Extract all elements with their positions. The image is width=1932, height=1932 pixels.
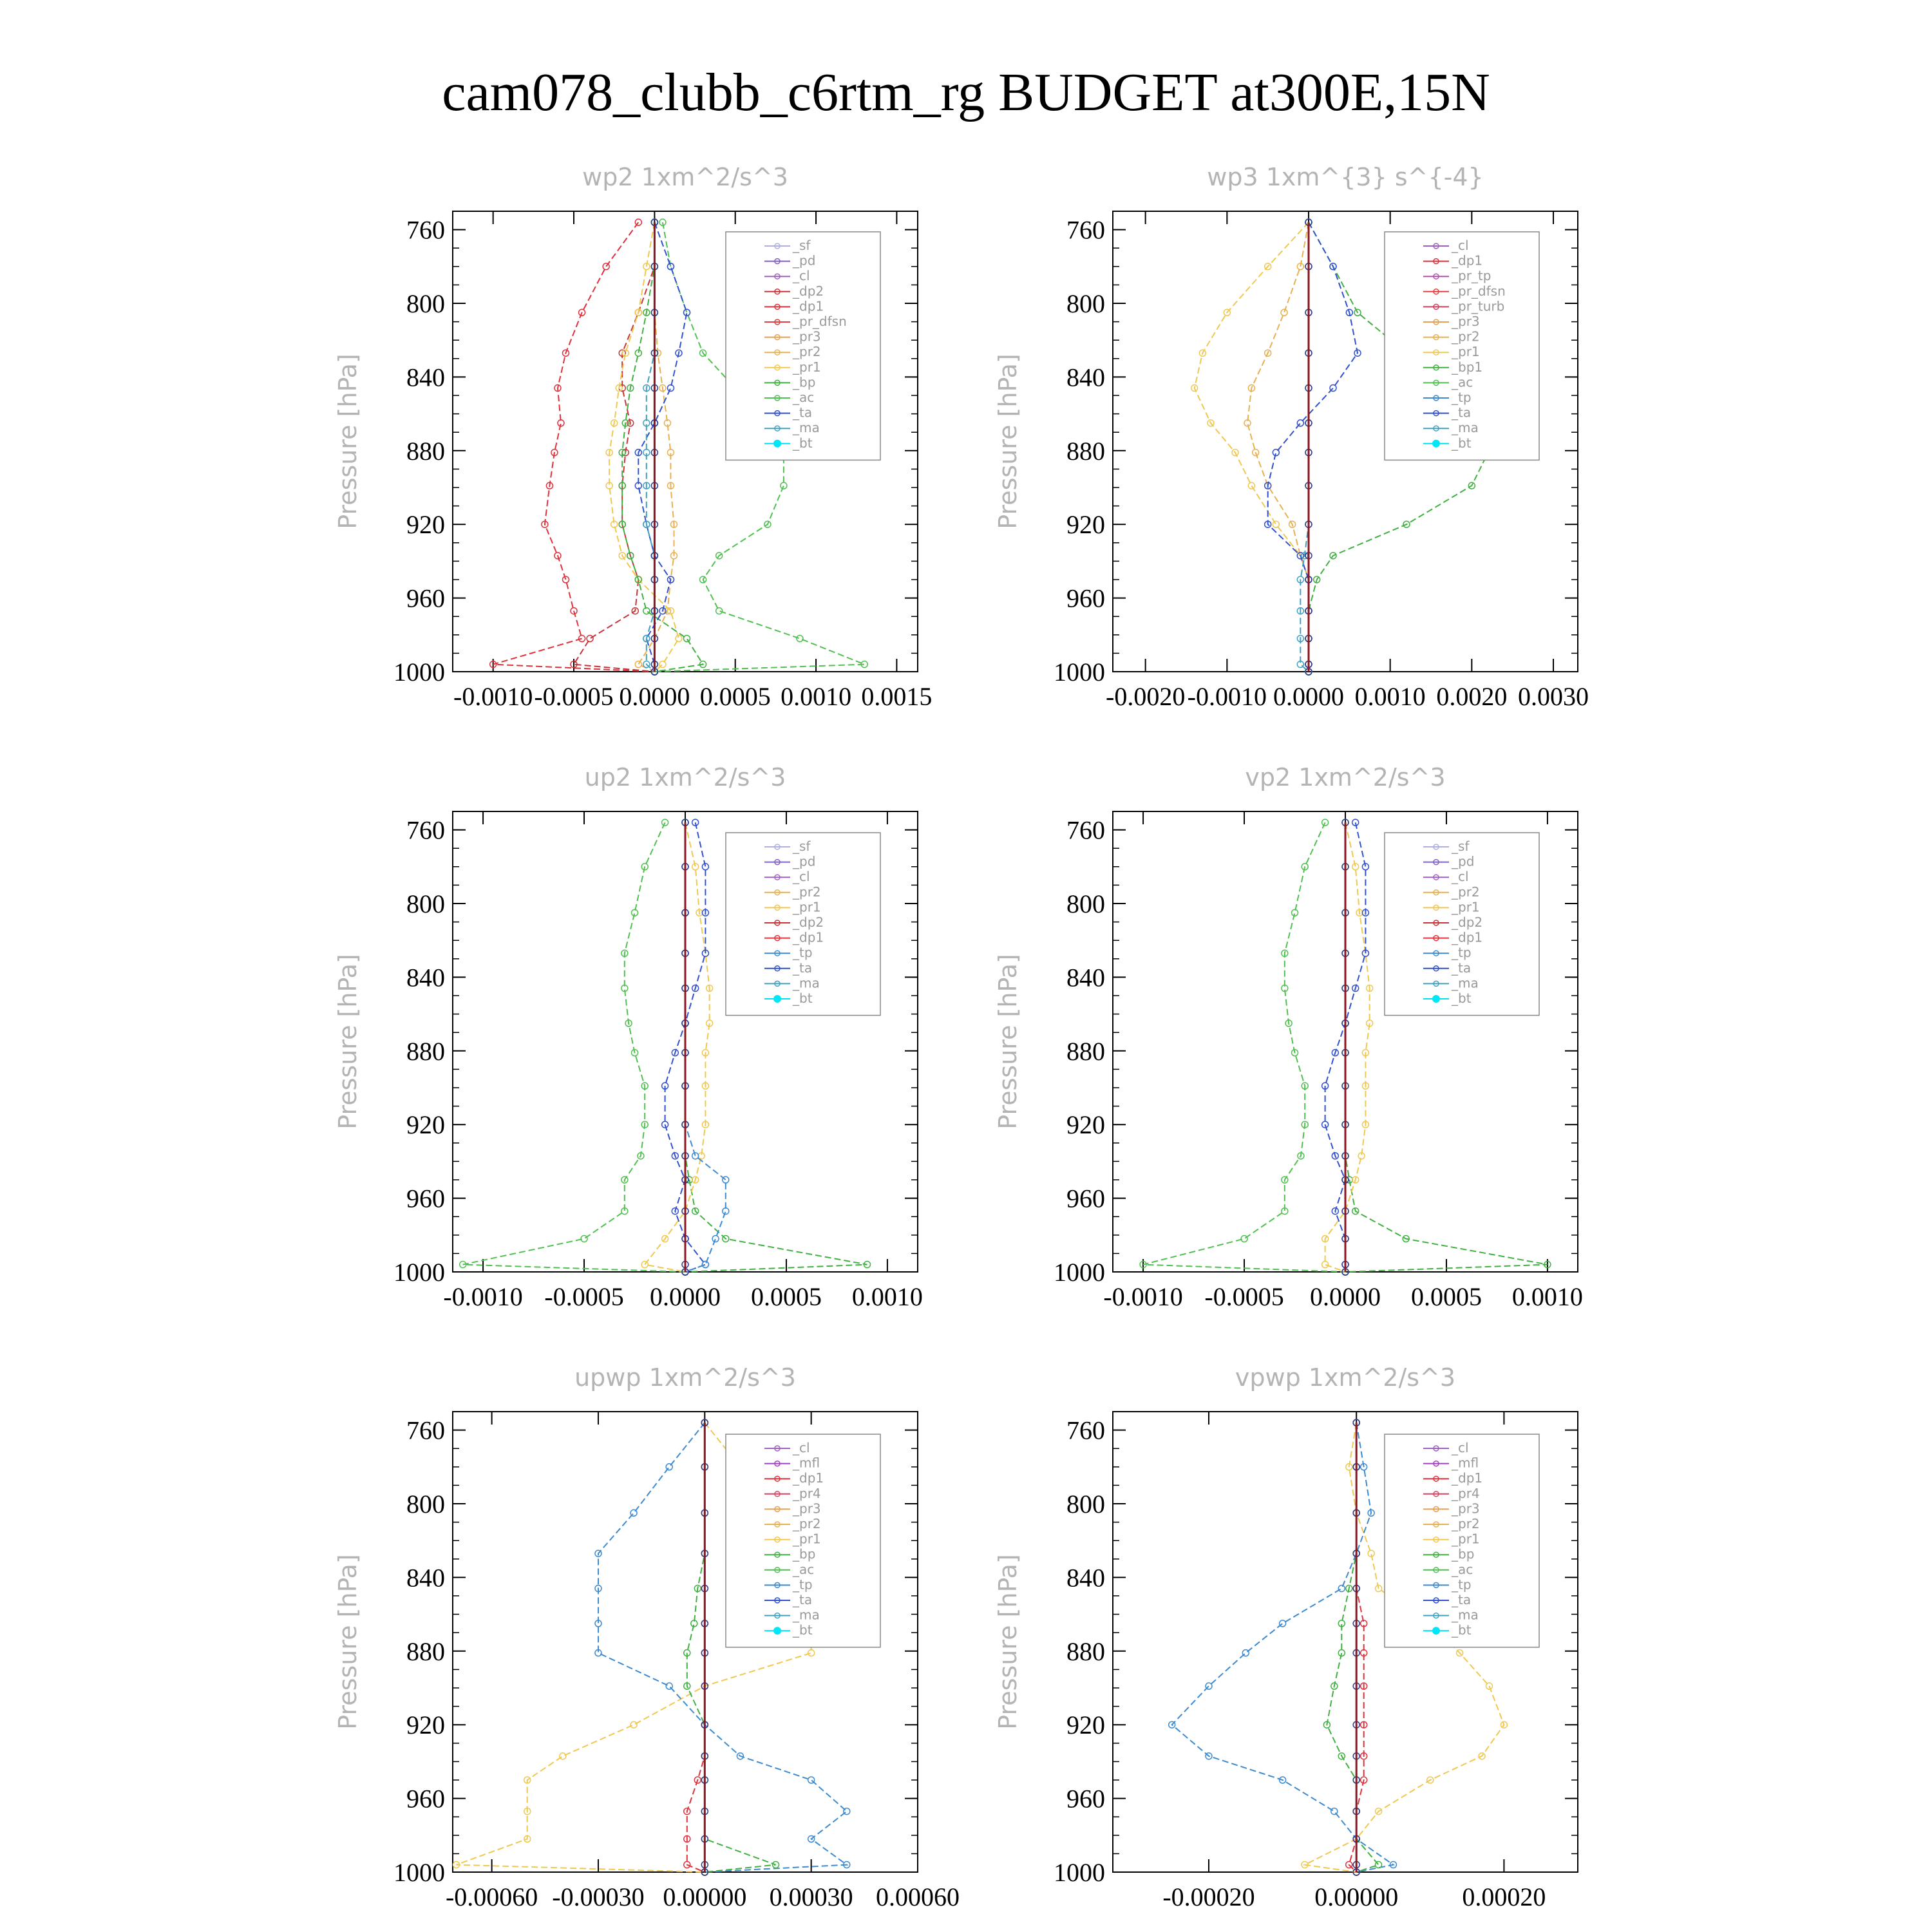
series-point [1297,420,1303,426]
x-tick-label: 0.0010 [1511,1282,1583,1311]
series-point [808,1650,815,1656]
x-tick-label: -0.0010 [1187,682,1267,711]
series-point [666,1464,672,1470]
legend-marker [773,440,781,448]
legend-label: _cl [793,1440,810,1455]
legend-label: _dp1 [1452,929,1483,945]
legend-label: _cl [1452,1440,1469,1455]
legend-label: _mfl [793,1455,820,1471]
legend-label: _pr_dfsn [1452,283,1506,299]
legend-label: _dp2 [793,283,824,299]
legend-label: _mfl [1452,1455,1479,1471]
x-tick-label: 0.0005 [1410,1282,1482,1311]
legend-label: _pd [793,252,816,269]
y-tick-label: 1000 [393,1258,445,1287]
series-point [635,219,641,225]
y-tick-label: 800 [1066,289,1105,318]
y-tick-label: 840 [406,963,445,992]
main-title: cam078_clubb_c6rtm_rg BUDGET at300E,15N [442,62,1490,122]
legend-label: _dp2 [793,914,824,930]
x-tick-label: -0.00030 [552,1882,645,1911]
y-tick-label: 840 [1066,1563,1105,1593]
y-tick-label: 880 [406,436,445,466]
x-tick-label: -0.0020 [1106,682,1186,711]
y-axis-label: Pressure [hPa] [994,1554,1022,1730]
series-line [638,222,674,672]
legend-label: _ta [1452,1592,1472,1607]
chart-panel-upwp [0,1288,966,1932]
legend-label: _pr1 [1452,344,1480,360]
chart-panel-vp2 [966,644,1932,1311]
y-axis-label: Pressure [hPa] [994,954,1022,1130]
legend-label: _pr1 [793,359,821,375]
legend-label: _pr2 [793,344,821,360]
y-tick-label: 880 [406,1036,445,1066]
series-point [641,1262,648,1268]
series-line [638,222,687,672]
x-tick-label: -0.00020 [1162,1882,1255,1911]
legend-label: _dp1 [793,1470,824,1486]
y-tick-label: 760 [1066,1416,1105,1445]
legend-label: _bp [1452,1546,1475,1562]
series-point [667,385,674,392]
x-tick-label: 0.0000 [650,1282,721,1311]
legend-label: _pr4 [793,1485,821,1501]
series-point [1273,521,1279,527]
legend-marker [1432,995,1440,1003]
series-point [666,1683,672,1689]
legend-label: _ta [793,404,813,421]
series-point [781,482,787,489]
y-axis-label: Pressure [hPa] [334,354,362,529]
y-tick-label: 1000 [1054,1858,1105,1887]
series-line [1300,222,1309,672]
legend-label: _ta [1452,960,1472,976]
legend-label: _pr3 [793,328,821,345]
y-tick-label: 920 [1066,1110,1105,1140]
series-point [1376,1862,1382,1868]
legend-label: _tp [793,1577,813,1593]
legend-label: _pr1 [793,1531,821,1547]
legend-label: _cl [1452,869,1469,885]
legend-label: _tp [793,945,813,961]
series-line [1247,222,1309,672]
series-point [702,1262,708,1268]
legend-label: _sf [793,838,811,854]
x-tick-label: 0.0010 [851,1282,923,1311]
y-tick-label: 1000 [393,1858,445,1887]
legend-label: _pr_dfsn [793,314,847,329]
y-axis-label: Pressure [hPa] [334,1554,362,1730]
y-tick-label: 760 [406,815,445,845]
y-tick-label: 960 [406,583,445,613]
legend-label: _dp2 [1452,914,1483,930]
y-tick-label: 760 [1066,815,1105,845]
legend-label: _pr1 [793,899,821,915]
legend-marker [773,995,781,1003]
legend-label: _bp1 [1452,359,1483,375]
series-point [684,636,690,642]
legend-label: _pr2 [793,884,821,900]
legend-label: _ac [1452,1561,1473,1577]
y-tick-label: 920 [1066,1710,1105,1740]
legend-label: _pr2 [1452,884,1480,900]
series-point [692,1153,699,1159]
legend-label: _ma [1452,420,1479,436]
legend-label: _dp1 [793,929,824,945]
legend-label: _bt [793,435,813,451]
legend-label: _pr2 [1452,328,1480,345]
x-tick-label: 0.0015 [861,682,933,711]
panel-title: up2 1xm^2/s^3 [584,763,786,791]
y-tick-label: 760 [1066,215,1105,245]
legend-label: _pr3 [1452,314,1480,329]
y-tick-label: 800 [1066,1490,1105,1519]
panel-title: vpwp 1xm^2/s^3 [1235,1363,1456,1392]
x-tick-label: -0.00060 [445,1882,538,1911]
legend-label: _pr1 [1452,899,1480,915]
legend-label: _cl [793,869,810,885]
series-point [712,1236,719,1242]
legend-label: _cl [1452,238,1469,253]
x-tick-label: 0.0020 [1436,682,1508,711]
y-tick-label: 1000 [1054,658,1105,687]
legend-label: _ac [793,390,815,405]
y-tick-label: 840 [406,363,445,392]
x-tick-label: -0.0005 [544,1282,624,1311]
series-line [687,1423,705,1872]
legend-label: _ac [793,1561,815,1577]
series-point [723,1177,729,1183]
y-tick-label: 800 [406,1490,445,1519]
y-tick-label: 760 [406,215,445,245]
x-tick-label: 0.0010 [781,682,852,711]
series-line [493,222,655,672]
panel-title: vp2 1xm^2/s^3 [1245,763,1446,791]
y-tick-label: 1000 [1054,1258,1105,1287]
legend-label: _pr3 [1452,1501,1480,1517]
legend-label: _pr_tp [1452,268,1492,284]
y-tick-label: 800 [406,289,445,318]
legend-label: _ma [1452,975,1479,991]
y-tick-label: 760 [406,1416,445,1445]
chart-panel-up2 [0,644,966,1311]
y-tick-label: 960 [406,1184,445,1213]
chart-panel-vpwp [966,1288,1932,1932]
y-tick-label: 920 [406,1110,445,1140]
legend-marker [1432,1627,1440,1634]
legend-label: _pr2 [1452,1516,1480,1531]
series-line [1172,1423,1394,1872]
x-tick-label: 0.00000 [1314,1882,1399,1911]
series-point [1330,385,1336,392]
legend-label: _bt [1452,435,1472,451]
legend-label: _ac [1452,374,1473,390]
series-line [1325,822,1370,1272]
series-point [1338,1586,1345,1592]
x-tick-label: 0.00020 [1462,1882,1546,1911]
x-tick-label: 0.0005 [699,682,771,711]
x-tick-label: -0.0010 [443,1282,523,1311]
legend-label: _sf [793,238,811,253]
legend-label: _pd [1452,853,1475,869]
y-tick-label: 880 [1066,1036,1105,1066]
series-point [808,1777,815,1783]
y-tick-label: 920 [406,510,445,540]
series-line [622,222,703,672]
legend-label: _ta [793,960,813,976]
series-point [1322,1262,1329,1268]
y-tick-label: 800 [406,889,445,918]
y-axis-label: Pressure [hPa] [334,954,362,1130]
x-tick-label: 0.0000 [619,682,690,711]
x-tick-label: 0.0000 [1310,1282,1381,1311]
series-point [1331,1808,1338,1815]
y-tick-label: 880 [1066,436,1105,466]
y-tick-label: 920 [1066,510,1105,540]
legend-label: _bt [1452,990,1472,1006]
legend-label: _ta [1452,404,1472,421]
x-tick-label: 0.0005 [750,1282,822,1311]
y-tick-label: 840 [1066,363,1105,392]
legend-label: _ma [793,1607,820,1623]
x-tick-label: 0.0010 [1354,682,1426,711]
series-line [1268,222,1358,672]
legend-label: _pr3 [793,1501,821,1517]
y-tick-label: 880 [1066,1636,1105,1666]
legend-label: _pr4 [1452,1485,1480,1501]
y-tick-label: 840 [1066,963,1105,992]
x-tick-label: 0.0030 [1518,682,1589,711]
legend-label: _pr2 [793,1516,821,1531]
y-tick-label: 800 [1066,889,1105,918]
x-tick-label: 0.0000 [1273,682,1344,711]
legend-label: _cl [793,268,810,284]
legend-label: _pr1 [1452,1531,1480,1547]
x-tick-label: 0.00030 [769,1882,853,1911]
legend-label: _bt [793,990,813,1006]
legend-label: _pd [793,853,816,869]
legend-label: _ta [793,1592,813,1607]
chart-panel-wp3 [966,0,1932,711]
series-point [1242,1650,1249,1656]
series-point [844,1808,850,1815]
x-tick-label: 0.00060 [876,1882,960,1911]
y-tick-label: 840 [406,1563,445,1593]
y-tick-label: 960 [1066,1184,1105,1213]
chart-panel-wp2 [0,0,966,711]
legend-label: _bp [793,1546,816,1562]
series-line [463,822,685,1272]
x-tick-label: -0.0005 [1204,1282,1284,1311]
series-point [560,1753,566,1759]
series-point [1248,482,1255,489]
legend-label: _ma [1452,1607,1479,1623]
x-tick-label: -0.0010 [1103,1282,1183,1311]
legend-label: _bt [1452,1622,1472,1638]
series-point [630,1510,637,1516]
series-point [1281,309,1287,316]
legend-label: _ma [793,975,820,991]
series-point [716,608,723,614]
legend-label: _tp [1452,945,1472,961]
legend-label: _dp1 [793,298,824,314]
legend-marker [773,1627,781,1634]
y-tick-label: 880 [406,1636,445,1666]
y-tick-label: 960 [406,1784,445,1814]
series-point [562,576,569,583]
y-tick-label: 960 [1066,1784,1105,1814]
legend-label: _tp [1452,390,1472,405]
series-point [1280,1620,1286,1627]
legend-label: _ma [793,420,820,436]
y-tick-label: 960 [1066,583,1105,613]
x-tick-label: -0.0005 [534,682,614,711]
series-line [645,822,709,1272]
legend-label: _tp [1452,1577,1472,1593]
y-tick-label: 1000 [393,658,445,687]
panel-title: wp3 1xm^{3} s^{-4} [1207,163,1484,191]
series-point [630,1721,637,1728]
legend-label: _dp1 [1452,252,1483,269]
legend-label: _pr_turb [1452,298,1505,314]
series-point [1206,1683,1212,1689]
series-line [1195,222,1309,672]
series-point [797,636,803,642]
y-tick-label: 920 [406,1710,445,1740]
panel-title: wp2 1xm^2/s^3 [582,163,788,191]
legend-marker [1432,440,1440,448]
legend-label: _sf [1452,838,1470,854]
y-axis-label: Pressure [hPa] [994,354,1022,529]
series-point [723,1208,729,1215]
series-point [662,819,668,826]
legend-label: _bt [793,1622,813,1638]
x-tick-label: 0.00000 [663,1882,747,1911]
series-line [609,222,679,672]
series-line [1143,822,1345,1272]
legend-label: _dp1 [1452,1470,1483,1486]
series-point [1322,819,1329,826]
legend-label: _bp [793,374,816,390]
x-tick-label: -0.0010 [453,682,533,711]
panel-title: upwp 1xm^2/s^3 [574,1363,796,1392]
series-point [587,636,593,642]
